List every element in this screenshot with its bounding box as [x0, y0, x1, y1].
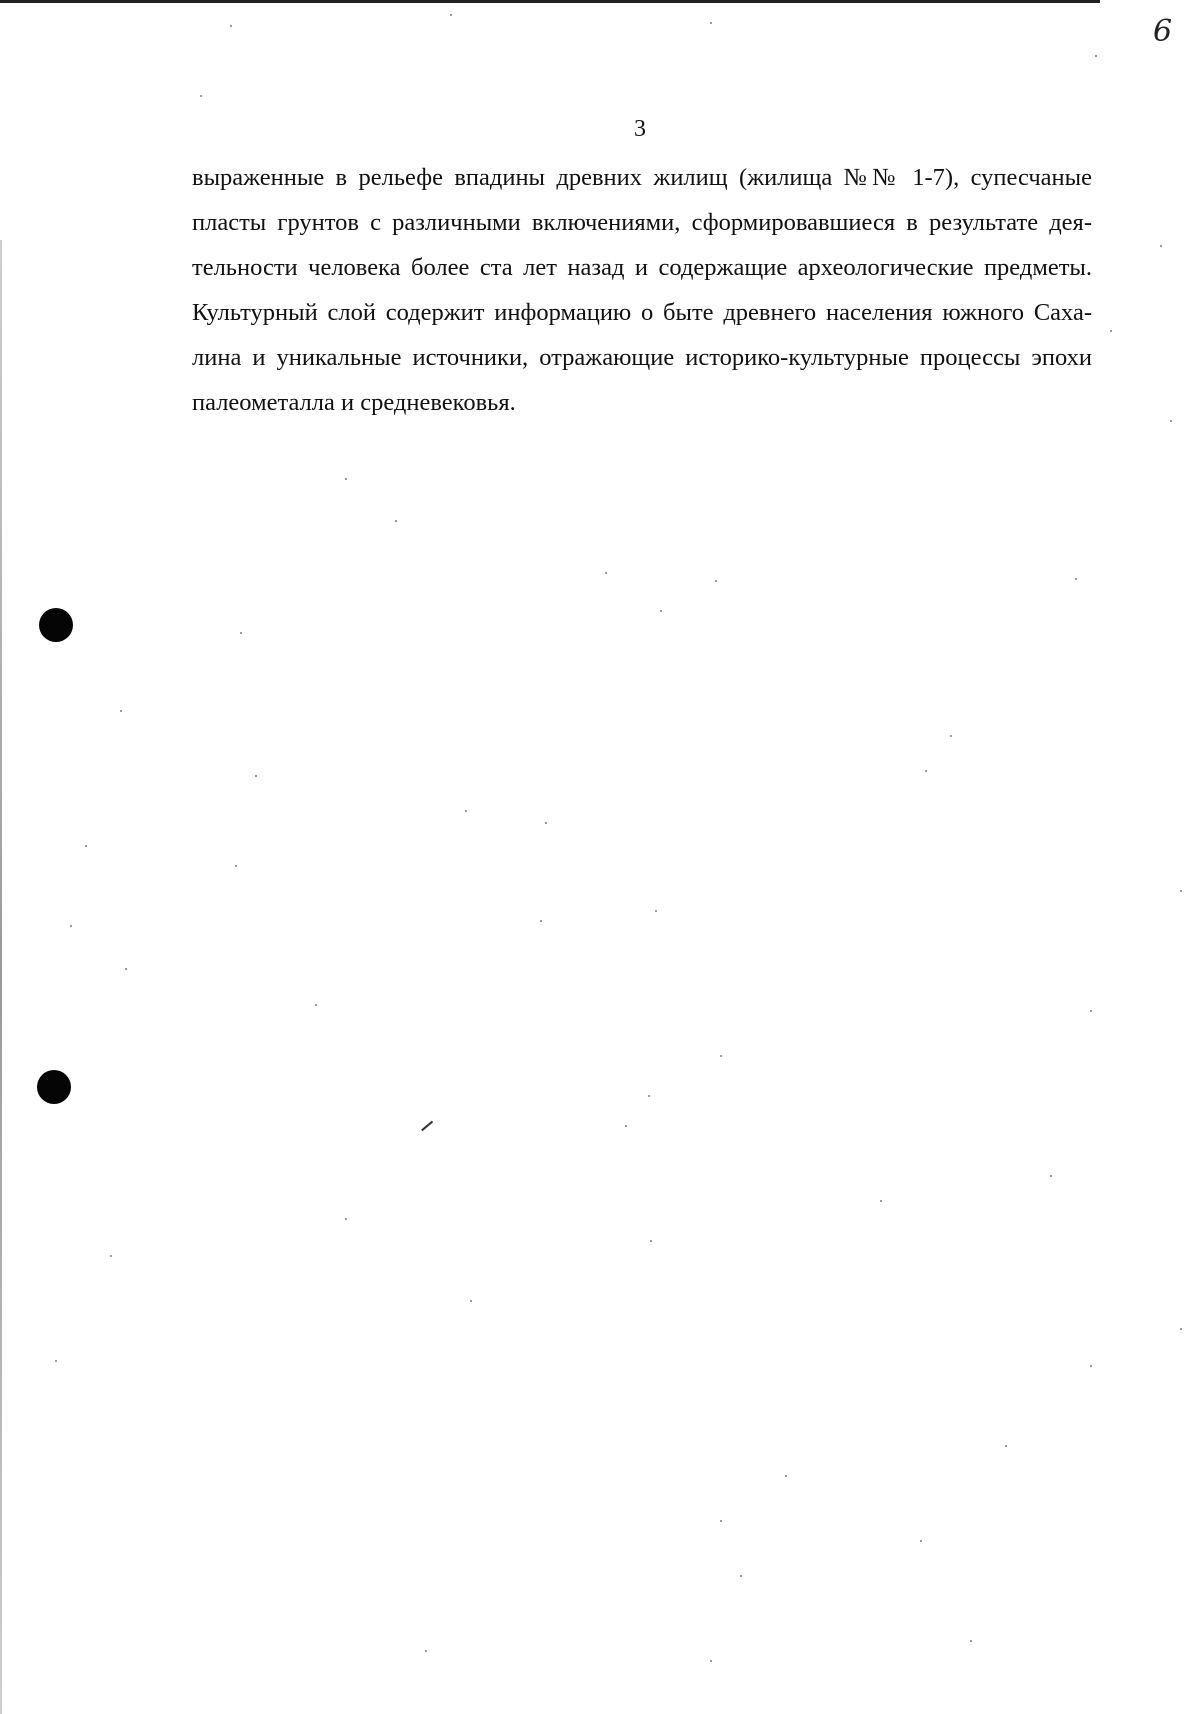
- page-number: 3: [634, 116, 646, 142]
- scan-speck: [925, 770, 927, 772]
- scan-speck: [1095, 55, 1097, 57]
- paragraph-line: выраженные в рельефе впадины древних жилищ (жилища №№ 1-7), супесчаные: [192, 164, 1092, 191]
- punch-hole: [37, 1070, 71, 1104]
- scan-speck: [425, 1650, 427, 1652]
- scan-speck: [648, 1095, 650, 1097]
- scan-speck: [1075, 578, 1077, 580]
- scan-speck: [1170, 420, 1172, 422]
- scan-speck: [920, 1540, 922, 1542]
- scan-speck: [950, 735, 952, 737]
- scan-speck: [970, 1640, 972, 1642]
- scan-speck: [720, 1520, 722, 1522]
- scan-speck: [110, 1255, 112, 1257]
- scan-top-edge: [0, 0, 1100, 3]
- scan-speck: [125, 968, 127, 970]
- scan-speck: [85, 845, 87, 847]
- scan-speck: [715, 580, 717, 582]
- paragraph-line: пласты грунтов с различными включениями, сформировавшиеся в результате дея-: [192, 209, 1092, 236]
- scan-speck: [1090, 1010, 1092, 1012]
- scan-speck: [450, 14, 452, 16]
- scan-speck: [710, 1660, 712, 1662]
- handwritten-sheet-number: 6: [1153, 14, 1173, 49]
- scan-speck: [1110, 330, 1112, 332]
- scan-speck: [200, 95, 202, 97]
- scan-speck: [1050, 1175, 1052, 1177]
- scan-speck: [55, 1360, 57, 1362]
- scan-speck: [650, 1240, 652, 1242]
- scan-speck: [395, 520, 397, 522]
- scan-speck: [1005, 1445, 1007, 1447]
- scan-speck: [345, 1218, 347, 1220]
- scan-speck: [605, 572, 607, 574]
- paragraph-line: Культурный слой содержит информацию о быте древнего населения южного Саха-: [192, 299, 1092, 326]
- scan-speck: [785, 1475, 787, 1477]
- scan-speck: [710, 22, 712, 24]
- paragraph-line: тельности человека более ста лет назад и содержащие археологические предметы.: [192, 254, 1092, 281]
- scan-speck: [1180, 1328, 1182, 1330]
- punch-hole: [39, 608, 73, 642]
- scan-speck: [1160, 245, 1162, 247]
- scan-left-edge: [0, 240, 2, 1714]
- scan-speck: [740, 1575, 742, 1577]
- scan-speck: [880, 1200, 882, 1202]
- scan-speck: [315, 1004, 317, 1006]
- scan-speck: [1090, 1365, 1092, 1367]
- scan-speck: [470, 1300, 472, 1302]
- scan-speck: [625, 1125, 627, 1127]
- scan-speck: [720, 1055, 722, 1057]
- scan-speck: [255, 775, 257, 777]
- scan-speck: [120, 710, 122, 712]
- scan-speck: [540, 920, 542, 922]
- paragraph-line: лина и уникальные источники, отражающие историко-культурные процессы эпохи: [192, 344, 1092, 371]
- scan-speck: [660, 610, 662, 612]
- body-paragraph: [192, 155, 1092, 425]
- scan-speck: [230, 25, 232, 27]
- scan-speck: [345, 478, 347, 480]
- scan-speck: [235, 865, 237, 867]
- scan-speck: [70, 925, 72, 927]
- paragraph-line: палеометалла и средневековья.: [192, 389, 516, 416]
- scan-speck: [655, 910, 657, 912]
- scan-speck: [545, 822, 547, 824]
- scan-speck: [1180, 890, 1182, 892]
- scan-speck: [465, 810, 467, 812]
- scan-speck: [240, 632, 242, 634]
- scan-scratch: [421, 1121, 433, 1131]
